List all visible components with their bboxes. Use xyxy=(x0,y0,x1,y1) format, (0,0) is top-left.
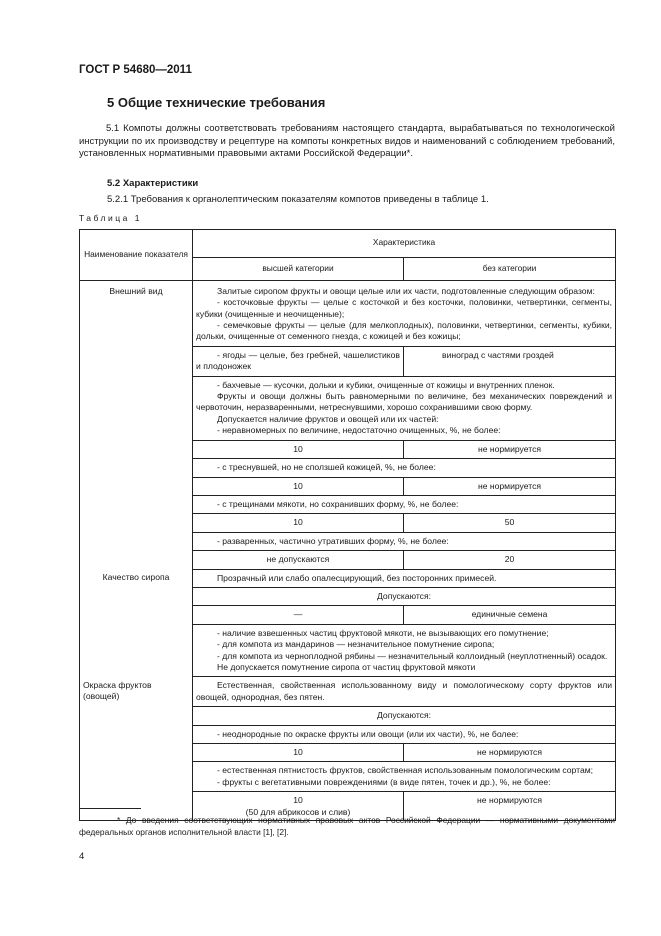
paragraph-5-1: 5.1 Компоты должны соответствовать требованиям настоящего стандарта, вырабатываться по технологической инструкции по их производству и рецептуре на компоты конкретных видов и наименований с соблюдением требований, установленных нормативными правовыми актами Российской Федерации*. xyxy=(79,123,615,159)
table-header-row xyxy=(80,230,616,258)
indicator-syrup: Качество сиропа xyxy=(80,569,193,587)
paragraph-5-2-1: 5.2.1 Требования к органолептическим показателям компотов приведены в таблице 1. xyxy=(107,194,489,205)
value-none: 50 xyxy=(404,514,616,532)
value-none: не нормируются xyxy=(404,792,616,821)
header-indicator: Наименование показателя xyxy=(80,230,193,281)
syrup-text: - для компота из черноплодной рябины — незначительный коллоидный (неуплотненный) осадок. xyxy=(193,651,616,662)
value-none: единичные семена xyxy=(404,606,616,624)
value-high-main: 10 xyxy=(293,795,303,806)
color-text: - фрукты с вегетативными повреждениями (в виде пятен, точек и др.), %, не более: xyxy=(193,777,616,792)
footnote-divider xyxy=(79,808,141,809)
indicator-appearance: Внешний вид xyxy=(80,280,193,297)
appearance-text: - семечковые фрукты — целые (для мелкоплодных), половинки, четвертинки, сегменты, кубики, дольки, очищенные от семенного гнезда, с кожицей и без кожицы; xyxy=(193,320,616,346)
color-text: - естественная пятнистость фруктов, свойственная использованным помологическим сортам; xyxy=(193,762,616,777)
appearance-text: - с трещинами мякоти, но сохранивших форму, %, не более: xyxy=(193,495,616,513)
value-high-note: (50 для абрикосов и слив) xyxy=(245,806,351,817)
page-number: 4 xyxy=(79,851,85,862)
syrup-text: - для компота из мандаринов — незначительное помутнение сиропа; xyxy=(193,639,616,650)
appearance-text: - косточковые фрукты — целые с косточкой и без косточки, половинки, четвертинки, сегменты, кубики (очищенные и неочищенные); xyxy=(193,297,616,320)
appearance-text: Допускается наличие фруктов и овощей или их частей: xyxy=(193,414,616,425)
syrup-allowed: Допускаются: xyxy=(193,587,616,605)
organoleptic-table xyxy=(79,229,616,821)
value-none: не нормируется xyxy=(404,477,616,495)
table-caption: Таблица 1 xyxy=(79,213,142,223)
value-high: 10 xyxy=(193,477,404,495)
appearance-text: Фрукты и овощи должны быть равномерными по величине, без механических повреждений и червоточин, неразваренными, нетреснувшими, хорошо сохранившими свою форму. xyxy=(193,391,616,414)
value-none: не нормируется xyxy=(404,440,616,458)
appearance-text: - бахчевые — кусочки, дольки и кубики, очищенные от кожицы и внутренних пленок. xyxy=(193,376,616,391)
value-high: — xyxy=(193,606,404,624)
header-no-category: без категории xyxy=(404,258,616,280)
document-header: ГОСТ Р 54680—2011 xyxy=(79,64,192,76)
appearance-text: Залитые сиропом фрукты и овощи целые или их части, подготовленные следующим образом: xyxy=(193,280,616,297)
color-allowed: Допускаются: xyxy=(193,707,616,725)
header-high-category: высшей категории xyxy=(193,258,404,280)
footnote: * До введения соответствующих нормативных правовых актов Российской Федерации — нормативными документами федеральных органов исполнительной власти [1], [2]. xyxy=(79,815,615,837)
color-text: Естественная, свойственная использованному виду и помологическому сорту фруктов или овощей, однородная, без пятен. xyxy=(193,677,616,707)
syrup-text: Прозрачный или слабо опалесцирующий, без посторонних примесей. xyxy=(193,569,616,587)
appearance-text: - с треснувшей, но не сползшей кожицей, %, не более: xyxy=(193,459,616,477)
value-high: 10 xyxy=(193,514,404,532)
appearance-text: - неравномерных по величине, недостаточно очищенных, %, не более: xyxy=(193,425,616,440)
value-high: не допускаются xyxy=(193,551,404,569)
color-text: - неоднородные по окраске фрукты или овощи (или их части), %, не более: xyxy=(193,725,616,743)
value-high: 10 xyxy=(193,440,404,458)
section-title: 5 Общие технические требования xyxy=(107,95,326,110)
value-none: 20 xyxy=(404,551,616,569)
header-characteristic: Характеристика xyxy=(193,230,616,258)
syrup-text: Не допускается помутнение сиропа от частиц фруктовой мякоти xyxy=(193,662,616,677)
indicator-color: Окраска фруктов (овощей) xyxy=(80,677,193,707)
appearance-high-berries: - ягоды — целые, без гребней, чашелистиков и плодоножек xyxy=(193,346,404,376)
appearance-text: - разваренных, частично утративших форму, %, не более: xyxy=(193,532,616,550)
subsection-5-2: 5.2 Характеристики xyxy=(107,178,199,189)
syrup-text: - наличие взвешенных частиц фруктовой мякоти, не вызывающих его помутнение; xyxy=(193,624,616,639)
value-none: не нормируются xyxy=(404,744,616,762)
appearance-none-grapes: виноград с частями гроздей xyxy=(404,346,616,376)
value-high: 10 xyxy=(193,744,404,762)
